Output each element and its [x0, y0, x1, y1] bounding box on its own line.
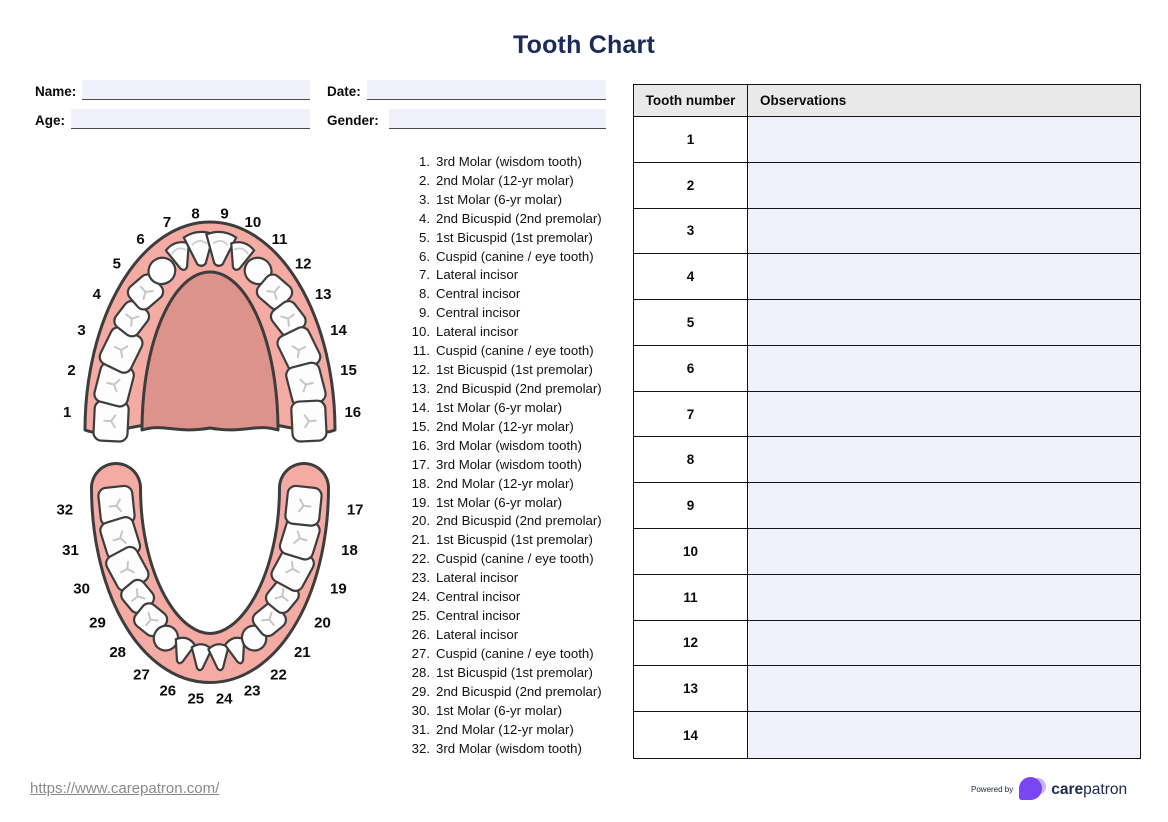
tooth-number-cell: 1 [634, 117, 748, 163]
lower-tooth-number-label: 18 [341, 542, 358, 560]
upper-tooth-number-label: 2 [67, 362, 76, 380]
upper-jaw-diagram [48, 193, 378, 445]
tooth-list-number: 1. [419, 153, 430, 169]
tooth-list-number: 16. [411, 437, 430, 453]
tooth-number-cell: 4 [634, 254, 748, 300]
tooth-list-item [404, 720, 602, 739]
tooth-number-cell: 14 [634, 712, 748, 758]
observations-cell[interactable] [748, 117, 1140, 163]
tooth-number-cell: 3 [634, 209, 748, 255]
tooth-list-item [404, 284, 602, 303]
observations-cell[interactable] [748, 483, 1140, 529]
upper-tooth-number-label: 10 [244, 214, 262, 232]
tooth-list-name: Cuspid (canine / eye tooth) [436, 645, 594, 661]
lower-tooth-number-label: 31 [62, 542, 79, 560]
upper-tooth-number-label: 3 [77, 322, 86, 340]
tooth-list-number: 4. [419, 210, 430, 226]
tooth-list-name: 2nd Molar (12-yr molar) [436, 721, 574, 737]
tooth-list-item [404, 682, 602, 701]
tooth-list-number: 14. [411, 399, 430, 415]
observations-table [633, 84, 1141, 759]
column-header-observations: Observations [748, 85, 1140, 117]
tooth-list-number: 21. [411, 532, 430, 548]
observations-cell[interactable] [748, 300, 1140, 346]
tooth-list-name: Lateral incisor [436, 267, 519, 283]
lower-tooth-number-label: 32 [56, 501, 74, 519]
tooth-list-number: 5. [419, 229, 430, 245]
tooth-list-item [404, 171, 602, 190]
tooth-name-list [404, 152, 602, 758]
tooth-shape [285, 485, 323, 526]
tooth-list-number: 10. [411, 324, 430, 340]
tooth-list-number: 31. [411, 721, 430, 737]
carepatron-url-link[interactable]: https://www.carepatron.com/ [30, 780, 220, 797]
tooth-list-item [404, 512, 602, 531]
tooth-list-item [404, 625, 602, 644]
tooth-shape [291, 400, 327, 442]
date-label: Date: [327, 84, 361, 99]
tooth-list-item [404, 247, 602, 266]
tooth-list-item [404, 360, 602, 379]
upper-tooth-number-label: 12 [294, 255, 312, 273]
tooth-list-item [404, 455, 602, 474]
tooth-list-number: 27. [411, 645, 430, 661]
observations-cell[interactable] [748, 437, 1140, 483]
tooth-list-name: 1st Bicuspid (1st premolar) [436, 664, 593, 680]
observations-cell[interactable] [748, 163, 1140, 209]
lower-tooth-number-label: 23 [243, 682, 261, 700]
powered-by-text: Powered by [971, 785, 1014, 794]
upper-tooth-number-label: 8 [191, 205, 200, 223]
tooth-list-name: 2nd Molar (12-yr molar) [436, 418, 574, 434]
tooth-list-item [404, 379, 602, 398]
tooth-list-number: 6. [419, 248, 430, 264]
tooth-list-name: 2nd Bicuspid (2nd premolar) [436, 210, 602, 226]
tooth-list-number: 7. [419, 267, 430, 283]
tooth-list-name: 3rd Molar (wisdom tooth) [436, 153, 582, 169]
lower-tooth-number-label: 19 [330, 580, 347, 598]
tooth-list-number: 25. [411, 608, 430, 624]
tooth-list-number: 11. [412, 343, 430, 359]
tooth-number-cell: 8 [634, 437, 748, 483]
tooth-list-item [404, 266, 602, 285]
tooth-list-name: 1st Molar (6-yr molar) [436, 702, 563, 718]
tooth-list-name: 1st Molar (6-yr molar) [436, 191, 563, 207]
lower-tooth-number-label: 26 [159, 682, 177, 700]
tooth-list-name: Central incisor [436, 608, 521, 624]
tooth-list-name: Lateral incisor [436, 627, 519, 642]
tooth-list-name: Cuspid (canine / eye tooth) [436, 343, 594, 359]
tooth-list-name: 1st Bicuspid (1st premolar) [436, 229, 593, 245]
tooth-list-number: 3. [419, 191, 430, 207]
tooth-list-item [404, 474, 602, 493]
observations-cell[interactable] [748, 254, 1140, 300]
tooth-list-number: 20. [411, 513, 430, 529]
gender-input[interactable] [389, 109, 606, 129]
upper-tooth-number-label: 15 [340, 362, 357, 380]
tooth-list-item [404, 417, 602, 436]
tooth-list-number: 18. [411, 475, 430, 491]
tooth-number-cell: 13 [634, 666, 748, 712]
tooth-list-item [404, 398, 602, 417]
tooth-list-item [404, 701, 602, 720]
age-input[interactable] [71, 109, 310, 129]
observations-cell[interactable] [748, 346, 1140, 392]
tooth-list-name: 1st Molar (6-yr molar) [436, 399, 563, 415]
lower-tooth-number-label: 21 [293, 643, 311, 661]
tooth-number-cell: 5 [634, 300, 748, 346]
tooth-list-name: 3rd Molar (wisdom tooth) [436, 456, 582, 472]
tooth-list-item [404, 436, 602, 455]
tooth-list-number: 30. [411, 702, 430, 718]
tooth-list-number: 26. [411, 627, 430, 642]
tooth-list-number: 29. [411, 683, 430, 699]
tooth-list-number: 2. [419, 172, 430, 188]
tooth-list-name: Cuspid (canine / eye tooth) [436, 248, 594, 264]
tooth-list-number: 23. [411, 570, 430, 586]
lower-jaw-diagram [48, 450, 378, 712]
tooth-list-item [404, 303, 602, 322]
tooth-list-name: Central incisor [436, 589, 521, 605]
tooth-list-item [404, 568, 602, 587]
lower-tooth-number-label: 30 [73, 580, 90, 598]
tooth-list-number: 13. [411, 381, 430, 397]
tooth-list-item [404, 322, 602, 341]
tooth-list-name: Central incisor [436, 286, 521, 302]
upper-tooth-number-label: 11 [271, 230, 288, 248]
tooth-list-item [404, 341, 602, 360]
lower-tooth-number-label: 22 [270, 666, 287, 684]
upper-tooth-number-label: 1 [63, 404, 72, 422]
observations-cell[interactable] [748, 575, 1140, 621]
tooth-list-name: 2nd Bicuspid (2nd premolar) [436, 381, 602, 397]
carepatron-wordmark: carepatron [1051, 780, 1128, 798]
tooth-list-item [404, 587, 602, 606]
tooth-list-name: 2nd Molar (12-yr molar) [436, 475, 574, 491]
tooth-number-cell: 9 [634, 483, 748, 529]
tooth-list-item [404, 606, 602, 625]
tooth-list-name: 2nd Bicuspid (2nd premolar) [436, 683, 602, 699]
tooth-list-name: Lateral incisor [436, 324, 519, 340]
observations-cell[interactable] [748, 621, 1140, 667]
lower-tooth-number-label: 25 [187, 690, 205, 708]
tooth-list-name: 2nd Molar (12-yr molar) [436, 172, 574, 188]
tooth-list-number: 28. [411, 664, 430, 680]
tooth-list-number: 22. [411, 551, 430, 567]
column-header-tooth-number: Tooth number [634, 85, 748, 117]
observations-cell[interactable] [748, 529, 1140, 575]
lower-tooth-number-label: 29 [89, 614, 106, 632]
tooth-number-cell: 2 [634, 163, 748, 209]
tooth-list-item [404, 228, 602, 247]
age-label: Age: [35, 113, 65, 128]
observations-cell[interactable] [748, 392, 1140, 438]
tooth-number-cell: 6 [634, 346, 748, 392]
name-input[interactable] [82, 80, 310, 100]
tooth-list-number: 8. [419, 286, 430, 302]
tooth-number-cell: 11 [634, 575, 748, 621]
tooth-list-item [404, 739, 602, 758]
lower-tooth-number-label: 20 [314, 614, 331, 632]
tooth-list-name: 1st Molar (6-yr molar) [436, 494, 563, 510]
tooth-list-name: 1st Bicuspid (1st premolar) [436, 362, 593, 378]
tooth-list-number: 15. [411, 418, 430, 434]
tooth-number-cell: 12 [634, 621, 748, 667]
upper-tooth-number-label: 13 [314, 286, 332, 304]
logo-dark-blob [1019, 777, 1042, 800]
upper-tooth-number-label: 7 [162, 214, 172, 232]
tooth-list-name: 3rd Molar (wisdom tooth) [436, 437, 582, 453]
tooth-list-number: 32. [411, 740, 430, 756]
carepatron-logo-icon [1019, 776, 1046, 803]
tooth-number-cell: 7 [634, 392, 748, 438]
gender-label: Gender: [327, 113, 379, 128]
tooth-list-number: 9. [419, 305, 430, 321]
observations-cell[interactable] [748, 666, 1140, 712]
name-label: Name: [35, 84, 77, 99]
tooth-list-name: Lateral incisor [436, 570, 519, 586]
tooth-list-item [404, 549, 602, 568]
tooth-list-number: 19. [411, 494, 430, 510]
tooth-list-item [404, 190, 602, 209]
tooth-list-name: Cuspid (canine / eye tooth) [436, 551, 594, 567]
observations-cell[interactable] [748, 712, 1140, 758]
tooth-list-name: Central incisor [436, 305, 521, 321]
tooth-list-name: 3rd Molar (wisdom tooth) [436, 740, 582, 756]
upper-tooth-number-label: 14 [330, 322, 347, 340]
upper-tooth-number-label: 4 [92, 286, 101, 304]
upper-tooth-number-label: 6 [136, 230, 145, 248]
tooth-list-number: 24. [411, 589, 430, 605]
date-input[interactable] [367, 80, 606, 100]
tooth-list-number: 12. [411, 362, 430, 378]
tooth-list-name: 2nd Bicuspid (2nd premolar) [436, 513, 602, 529]
tooth-number-cell: 10 [634, 529, 748, 575]
tooth-list-number: 17. [411, 456, 430, 472]
lower-tooth-number-label: 17 [346, 501, 364, 519]
tooth-list-item [404, 530, 602, 549]
tooth-list-item [404, 152, 602, 171]
lower-tooth-number-label: 24 [215, 690, 233, 708]
observations-cell[interactable] [748, 209, 1140, 255]
tooth-list-item [404, 663, 602, 682]
tooth-list-item [404, 493, 602, 512]
tooth-list-name: 1st Bicuspid (1st premolar) [436, 532, 593, 548]
lower-tooth-number-label: 28 [109, 643, 127, 661]
tooth-list-item [404, 644, 602, 663]
upper-tooth-number-label: 9 [220, 205, 229, 223]
lower-tooth-number-label: 27 [133, 666, 150, 684]
powered-by-branding [971, 776, 1127, 803]
page-title: Tooth Chart [513, 31, 655, 59]
upper-tooth-number-label: 5 [112, 255, 121, 273]
upper-tooth-number-label: 16 [344, 404, 362, 422]
tooth-list-item [404, 209, 602, 228]
